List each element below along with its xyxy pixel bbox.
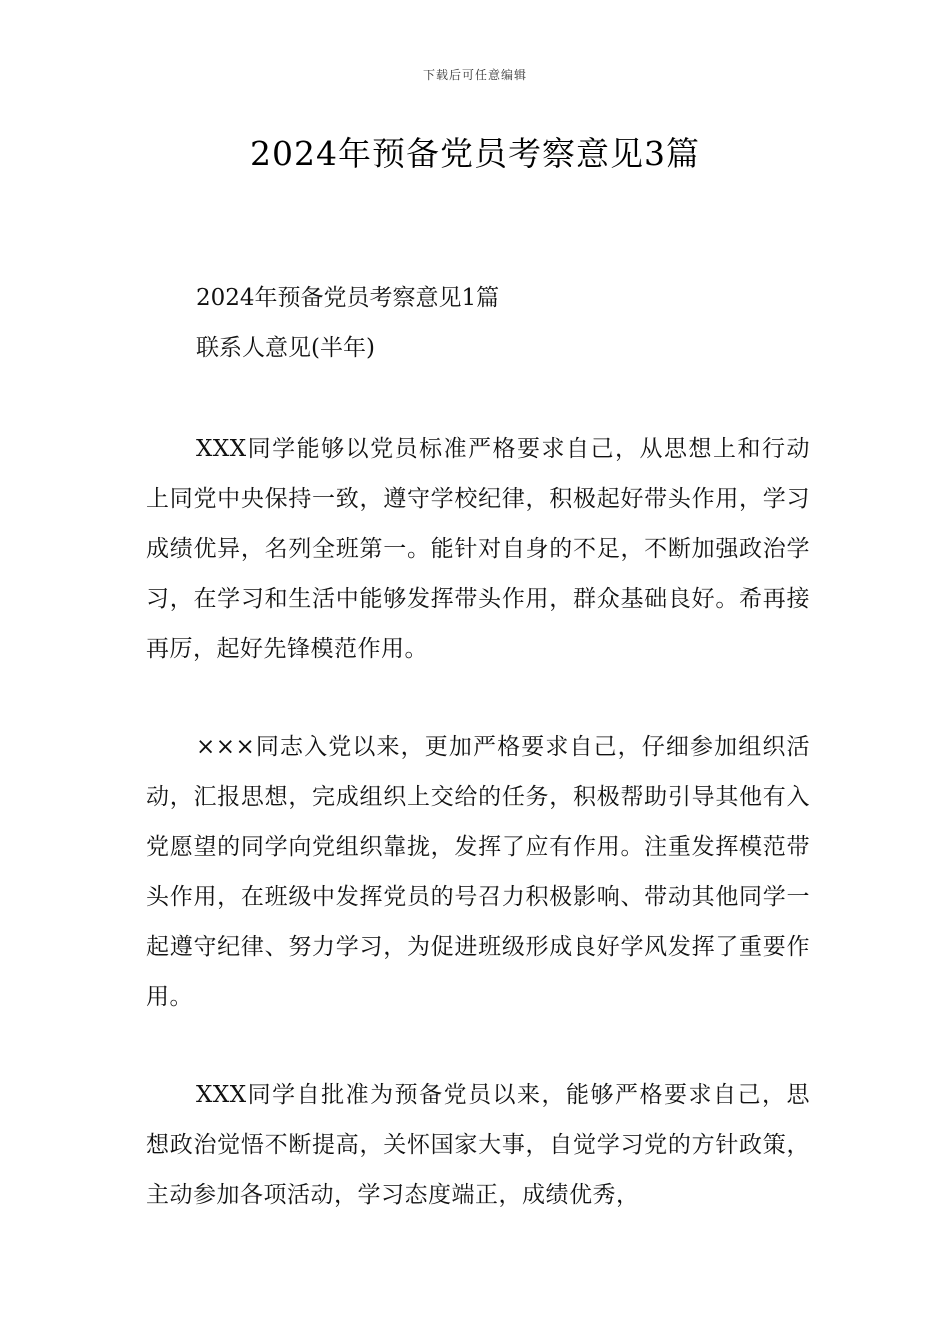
header-note: 下载后可任意编辑 xyxy=(422,68,527,82)
section-subtitle: 联系人意见(半年) xyxy=(196,335,375,361)
document-title: 2024年预备党员考察意见3篇 xyxy=(250,134,700,173)
paragraph-3: XXX同学自批准为预备党员以来，能够严格要求自己，思想政治觉悟不断提高，关怀国家大事，自觉学习党的方针政策，主动参加各项活动，学习态度端正，成绩优秀， xyxy=(146,1082,810,1208)
paragraph-1: XXX同学能够以党员标准严格要求自己，从思想上和行动上同党中央保持一致，遵守学校纪律，积极起好带头作用，学习成绩优异，名列全班第一。能针对自身的不足，不断加强政治学习，在学习和生活中能够发挥带头作用，群众基础良好。希再接再厉，起好先锋模范作用。 xyxy=(146,436,810,662)
paragraph-2: ×××同志入党以来，更加严格要求自己，仔细参加组织活动，汇报思想，完成组织上交给的任务，积极帮助引导其他有入党愿望的同学向党组织靠拢，发挥了应有作用。注重发挥模范带头作用，在班级中发挥党员的号召力积极影响、带动其他同学一起遵守纪律、努力学习，为促进班级形成良好学风发挥了重要作用。 xyxy=(146,734,810,1010)
section-title: 2024年预备党员考察意见1篇 xyxy=(196,285,500,311)
